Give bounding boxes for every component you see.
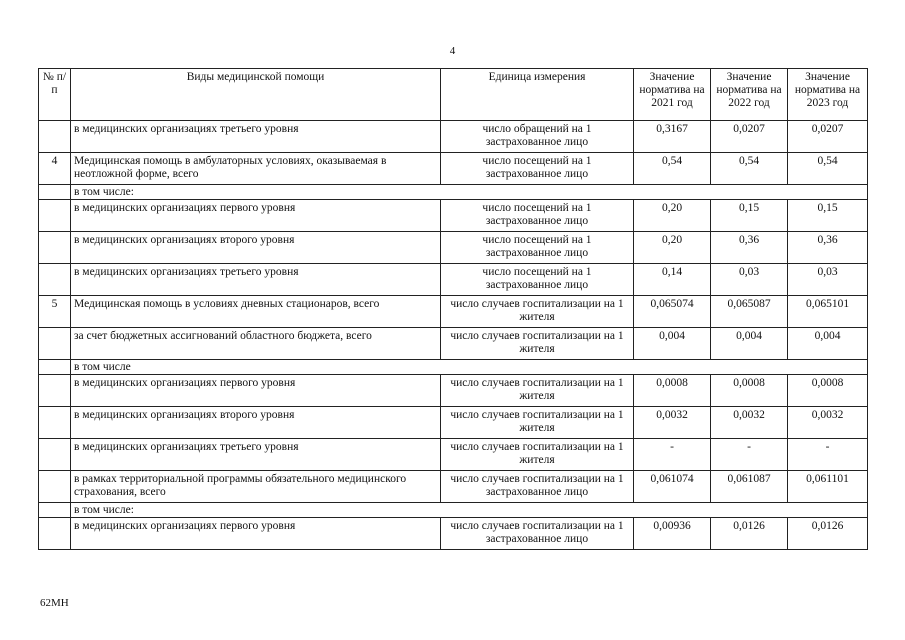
row-unit: число обращений на 1 застрахованное лицо [441, 121, 634, 153]
row-name: в медицинских организациях второго уровня [71, 407, 441, 439]
row-unit: число случаев госпитализации на 1 жителя [441, 439, 634, 471]
row-v2023: 0,0207 [788, 121, 868, 153]
table-header-row [39, 69, 868, 121]
row-v2021: 0,004 [634, 328, 711, 360]
row-name: Медицинская помощь в амбулаторных условиях, оказываемая в неотложной форме, всего [71, 153, 441, 185]
row-v2022: 0,0008 [711, 375, 788, 407]
row-v2022: 0,0126 [711, 518, 788, 550]
header-type: Виды медицинской помощи [71, 69, 441, 121]
row-unit: число посещений на 1 застрахованное лицо [441, 232, 634, 264]
subheading-text: в том числе: [71, 503, 868, 518]
header-unit: Единица измерения [441, 69, 634, 121]
row-name: за счет бюджетных ассигнований областного бюджета, всего [71, 328, 441, 360]
table-row [39, 200, 868, 232]
row-name: в медицинских организациях первого уровня [71, 518, 441, 550]
row-num [39, 439, 71, 471]
row-v2021: 0,3167 [634, 121, 711, 153]
row-v2021: 0,061074 [634, 471, 711, 503]
row-name: в медицинских организациях первого уровня [71, 375, 441, 407]
table-row [39, 439, 868, 471]
row-v2023: - [788, 439, 868, 471]
row-v2021: 0,065074 [634, 296, 711, 328]
header-v2021: Значение норматива на 2021 год [634, 69, 711, 121]
row-num: 5 [39, 296, 71, 328]
row-v2021: 0,54 [634, 153, 711, 185]
row-name: в медицинских организациях третьего уровня [71, 439, 441, 471]
row-num [39, 360, 71, 375]
row-v2023: 0,0008 [788, 375, 868, 407]
row-v2023: 0,54 [788, 153, 868, 185]
row-v2023: 0,0126 [788, 518, 868, 550]
row-v2022: 0,15 [711, 200, 788, 232]
table-row-subheading [39, 503, 868, 518]
row-num [39, 407, 71, 439]
subheading-text: в том числе: [71, 185, 868, 200]
row-name: в медицинских организациях третьего уровня [71, 264, 441, 296]
row-num [39, 471, 71, 503]
row-v2022: 0,065087 [711, 296, 788, 328]
header-v2023: Значение норматива на 2023 год [788, 69, 868, 121]
row-num [39, 200, 71, 232]
row-v2023: 0,36 [788, 232, 868, 264]
row-v2022: 0,0207 [711, 121, 788, 153]
footer-code: 62МН [40, 597, 69, 609]
row-v2022: 0,54 [711, 153, 788, 185]
row-v2022: 0,004 [711, 328, 788, 360]
row-unit: число посещений на 1 застрахованное лицо [441, 153, 634, 185]
table-row [39, 407, 868, 439]
table-row [39, 296, 868, 328]
row-v2022: 0,0032 [711, 407, 788, 439]
row-v2021: 0,0032 [634, 407, 711, 439]
row-num [39, 328, 71, 360]
row-name: в медицинских организациях третьего уровня [71, 121, 441, 153]
row-unit: число случаев госпитализации на 1 жителя [441, 407, 634, 439]
row-name: в рамках территориальной программы обязательного медицинского страхования, всего [71, 471, 441, 503]
row-name: Медицинская помощь в условиях дневных стационаров, всего [71, 296, 441, 328]
row-v2021: 0,00936 [634, 518, 711, 550]
table-row-subheading [39, 360, 868, 375]
row-v2021: 0,0008 [634, 375, 711, 407]
row-name: в медицинских организациях второго уровня [71, 232, 441, 264]
page-number: 4 [449, 45, 456, 57]
row-v2021: - [634, 439, 711, 471]
row-unit: число посещений на 1 застрахованное лицо [441, 264, 634, 296]
table-row [39, 518, 868, 550]
row-num [39, 121, 71, 153]
row-v2021: 0,20 [634, 200, 711, 232]
row-v2022: 0,03 [711, 264, 788, 296]
table-row [39, 471, 868, 503]
header-num: № п/п [39, 69, 71, 121]
row-num [39, 264, 71, 296]
table-row [39, 121, 868, 153]
row-unit: число случаев госпитализации на 1 жителя [441, 328, 634, 360]
row-unit: число случаев госпитализации на 1 жителя [441, 375, 634, 407]
row-unit: число случаев госпитализации на 1 застрахованное лицо [441, 471, 634, 503]
row-v2022: 0,36 [711, 232, 788, 264]
table-row-subheading [39, 185, 868, 200]
table-row [39, 264, 868, 296]
row-num [39, 185, 71, 200]
row-v2022: 0,061087 [711, 471, 788, 503]
row-unit: число посещений на 1 застрахованное лицо [441, 200, 634, 232]
table-row [39, 375, 868, 407]
row-v2023: 0,15 [788, 200, 868, 232]
subheading-text: в том числе [71, 360, 868, 375]
norms-table [38, 68, 868, 550]
row-num [39, 375, 71, 407]
row-v2023: 0,03 [788, 264, 868, 296]
row-unit: число случаев госпитализации на 1 жителя [441, 296, 634, 328]
row-v2021: 0,14 [634, 264, 711, 296]
header-v2022: Значение норматива на 2022 год [711, 69, 788, 121]
row-num: 4 [39, 153, 71, 185]
table-row [39, 328, 868, 360]
row-name: в медицинских организациях первого уровня [71, 200, 441, 232]
row-unit: число случаев госпитализации на 1 застрахованное лицо [441, 518, 634, 550]
row-v2023: 0,061101 [788, 471, 868, 503]
row-v2021: 0,20 [634, 232, 711, 264]
table-row [39, 232, 868, 264]
row-num [39, 232, 71, 264]
row-v2023: 0,004 [788, 328, 868, 360]
row-v2023: 0,065101 [788, 296, 868, 328]
row-num [39, 503, 71, 518]
row-num [39, 518, 71, 550]
row-v2022: - [711, 439, 788, 471]
table-row [39, 153, 868, 185]
table-body [39, 121, 868, 550]
row-v2023: 0,0032 [788, 407, 868, 439]
